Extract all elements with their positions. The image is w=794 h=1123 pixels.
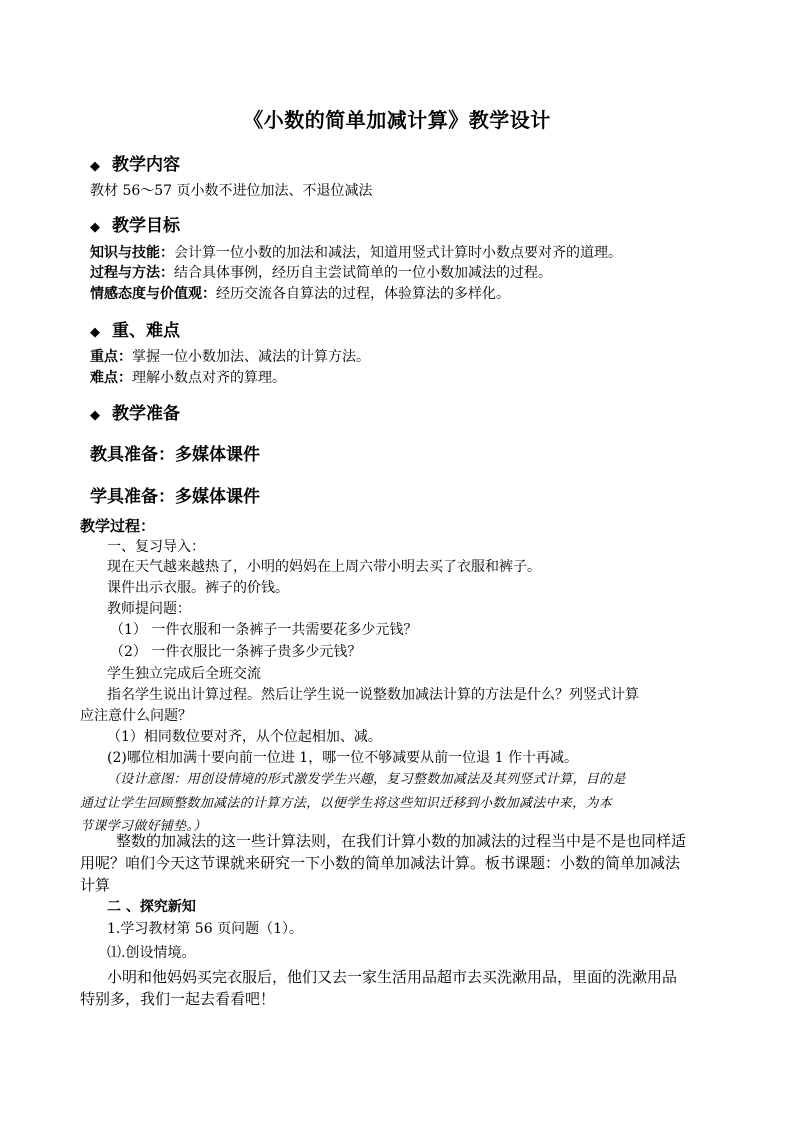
answer-item: (2)哪位相加满十要向前一位进 1，哪一位不够减要从前一位退 1 作十再减。 [107,750,578,766]
process-paragraph: 应注意什么问题？ [80,708,192,724]
section-heading-content: ◆ 教学内容 [90,155,180,175]
step-item: 1.学习教材第 56 页问题（1）。 [107,921,303,937]
prep-teacher: 教具准备：多媒体课件 [90,445,260,465]
diamond-bullet-icon: ◆ [90,408,100,423]
diamond-bullet-icon: ◆ [90,159,100,174]
process-paragraph: 用呢？咱们今天这节课就来研究一下小数的简单加减法计算。板书课题：小数的简单加减法 [80,854,681,872]
process-paragraph: 特别多，我们一起去看看吧！ [80,990,276,1008]
keypoint-main: 重点：掌握一位小数加法、减法的计算方法。 [90,349,370,365]
part1-title: 一、复习导入： [107,539,205,555]
design-note: 节课学习做好铺垫。） [80,819,207,834]
goal-process: 过程与方法：结合具体事例，经历自主尝试简单的一位小数加减法的过程。 [90,265,552,281]
process-paragraph: 指名学生说出计算过程。然后让学生说一说整数加减法计算的方法是什么？列竖式计算 [107,687,639,703]
question-item: （2） 一件衣服比一条裤子贵多少元钱？ [110,644,362,660]
document-title: 《小数的简单加减计算》教学设计 [243,108,551,132]
process-paragraph: 教师提问题： [107,601,191,617]
question-item: （1） 一件衣服和一条裤子一共需要花多少元钱？ [110,622,418,638]
process-paragraph: 课件出示衣服。裤子的价钱。 [107,580,289,596]
process-paragraph: 现在天气越来越热了，小明的妈妈在上周六带小明去买了衣服和裤子。 [107,559,541,575]
diamond-bullet-icon: ◆ [90,325,100,340]
process-paragraph: 整数的加减法的这一些计算法则，在我们计算小数的加减法的过程当中是不是也同样适 [116,832,687,850]
step-item: ⑴.创设情境。 [107,945,196,961]
prep-student: 学具准备：多媒体课件 [90,487,260,507]
design-note: 通过让学生回顾整数加减法的计算方法，以便学生将这些知识迁移到小数加减法中来，为本 [80,796,613,811]
goal-knowledge: 知识与技能：会计算一位小数的加法和减法，知道用竖式计算时小数点要对齐的道理。 [90,245,622,261]
part2-title: 二 、探究新知 [107,899,196,915]
process-heading: 教学过程： [80,517,156,535]
goal-attitude: 情感态度与价值观：经历交流各自算法的过程，体验算法的多样化。 [90,286,510,302]
content-text: 教材 56～57 页小数不进位加法、不退位减法 [90,183,373,199]
process-paragraph: 计算 [80,876,111,894]
keypoint-difficult: 难点：理解小数点对齐的算理。 [90,370,286,386]
diamond-bullet-icon: ◆ [90,220,100,235]
design-note: （设计意图：用创设情境的形式激发学生兴趣，复习整数加减法及其列竖式计算，目的是 [107,772,626,787]
section-heading-prep: ◆ 教学准备 [90,404,180,424]
section-heading-goals: ◆ 教学目标 [90,216,180,236]
section-heading-keypoints: ◆ 重、难点 [90,321,180,341]
process-paragraph: 学生独立完成后全班交流 [107,666,261,682]
answer-item: （1）相同数位要对齐，从个位起相加、减。 [107,729,382,745]
process-paragraph: 小明和他妈妈买完衣服后，他们又去一家生活用品超市去买洗漱用品，里面的洗漱用品 [107,968,678,986]
